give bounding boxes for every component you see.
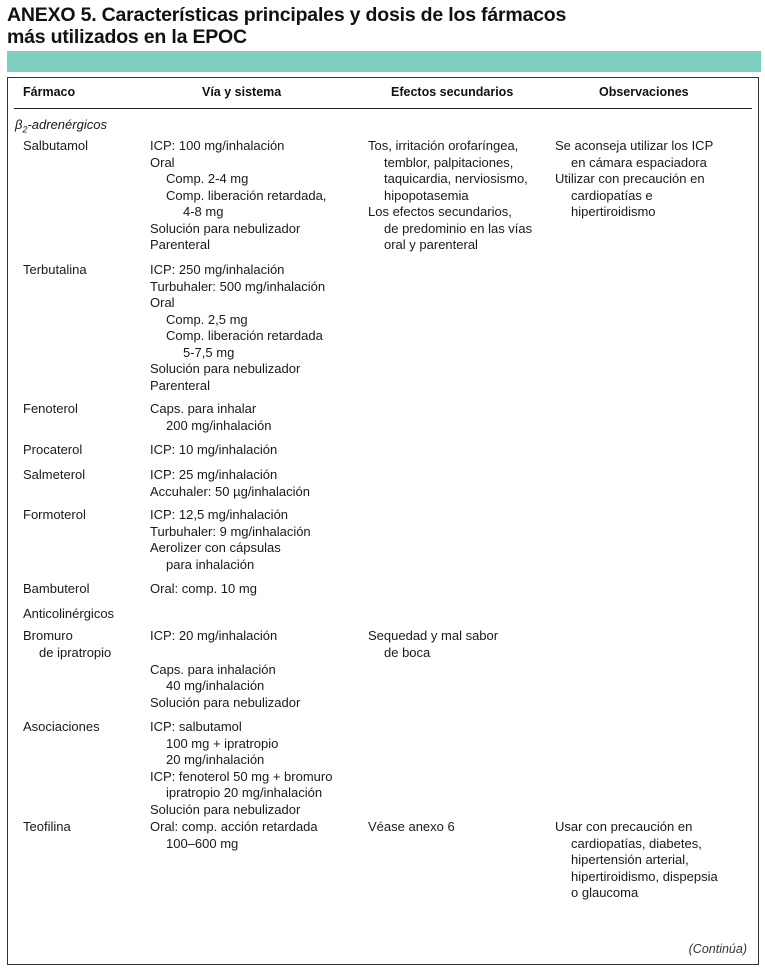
continued-note: (Continúa) (688, 942, 747, 956)
via-cell: Oral: comp. 10 mg (150, 581, 257, 596)
drug-table (0, 114, 765, 909)
table-row-formoterol (0, 507, 765, 581)
farmaco-cell: Salmeterol (23, 467, 86, 482)
farmaco-cell: Bromuro de ipratropio (23, 628, 112, 660)
title-line-2: más utilizados en la EPOC (7, 26, 247, 48)
efectos-cell: Tos, irritación orofaríngea, temblor, palpitaciones, taquicardia, nerviosismo, hipopotasemia Los efectos secundarios, de predominio en las vías oral y parenteral (368, 138, 533, 252)
page-title (7, 4, 757, 48)
table-row-fenoterol (0, 401, 765, 442)
section-anticolinergicos (0, 603, 765, 628)
section-beta-adrenergicos (0, 114, 765, 138)
header-farmaco: Fármaco (23, 85, 76, 99)
table-row-terbutalina (0, 262, 765, 401)
header-observaciones: Observaciones (599, 85, 689, 99)
via-cell: ICP: 100 mg/inhalación Oral Comp. 2-4 mg Comp. liberación retardada, 4-8 mg Solución para nebulizador Parenteral (150, 138, 327, 252)
header-divider (14, 108, 752, 109)
farmaco-cell: Asociaciones (23, 719, 100, 734)
table-row-salmeterol (0, 467, 765, 507)
table-row-procaterol (0, 442, 765, 467)
via-cell: ICP: 10 mg/inhalación (150, 442, 278, 457)
via-cell: ICP: 20 mg/inhalación Caps. para inhalación 40 mg/inhalación Solución para nebulizador (150, 628, 301, 710)
accent-bar (7, 51, 761, 72)
section-label: $\beta_2$-adrenérgicos (15, 117, 107, 135)
via-cell: Caps. para inhalar 200 mg/inhalación (150, 401, 272, 433)
via-cell: ICP: 250 mg/inhalación Turbuhaler: 500 mg/inhalación Oral Comp. 2,5 mg Comp. liberación retardada 5-7,5 mg Solución para nebulizador Parenteral (150, 262, 326, 393)
via-cell: Oral: comp. acción retardada 100–600 mg (150, 819, 318, 851)
header-efectos: Efectos secundarios (391, 85, 514, 99)
title-line-1: ANEXO 5. Características principales y dosis de los fármacos (7, 4, 567, 26)
farmaco-cell: Fenoterol (23, 401, 78, 416)
farmaco-cell: Teofilina (23, 819, 71, 834)
farmaco-cell: Terbutalina (23, 262, 87, 277)
via-cell: ICP: salbutamol 100 mg + ipratropio 20 mg/inhalación ICP: fenoterol 50 mg + bromuro ipratropio 20 mg/inhalación Solución para nebulizador (150, 719, 333, 817)
table-row-bambuterol (0, 581, 765, 603)
farmaco-cell: Procaterol (23, 442, 83, 457)
section-label: Anticolinérgicos (23, 606, 115, 621)
farmaco-cell: Bambuterol (23, 581, 90, 596)
header-via: Vía y sistema (202, 85, 282, 99)
table-row-teofilina (0, 819, 765, 909)
observaciones-cell: Usar con precaución en cardiopatías, diabetes, hipertensión arterial, hipertiroidismo, dispepsia o glaucoma (555, 819, 718, 900)
farmaco-cell: Formoterol (23, 507, 86, 522)
observaciones-cell: Se aconseja utilizar los ICP en cámara espaciadora Utilizar con precaución en cardiopatías e hipertiroidismo (555, 138, 714, 219)
table-row-salbutamol (0, 138, 765, 262)
table-row-bromuro-ipratropio (0, 628, 765, 719)
efectos-cell: Sequedad y mal sabor de boca (368, 628, 499, 660)
via-cell: ICP: 12,5 mg/inhalación Turbuhaler: 9 mg/inhalación Aerolizer con cápsulas para inhalación (150, 507, 311, 572)
table-row-asociaciones (0, 719, 765, 819)
farmaco-cell: Salbutamol (23, 138, 89, 153)
via-cell: ICP: 25 mg/inhalación Accuhaler: 50 µg/inhalación (150, 467, 310, 499)
efectos-cell: Véase anexo 6 (368, 819, 455, 834)
